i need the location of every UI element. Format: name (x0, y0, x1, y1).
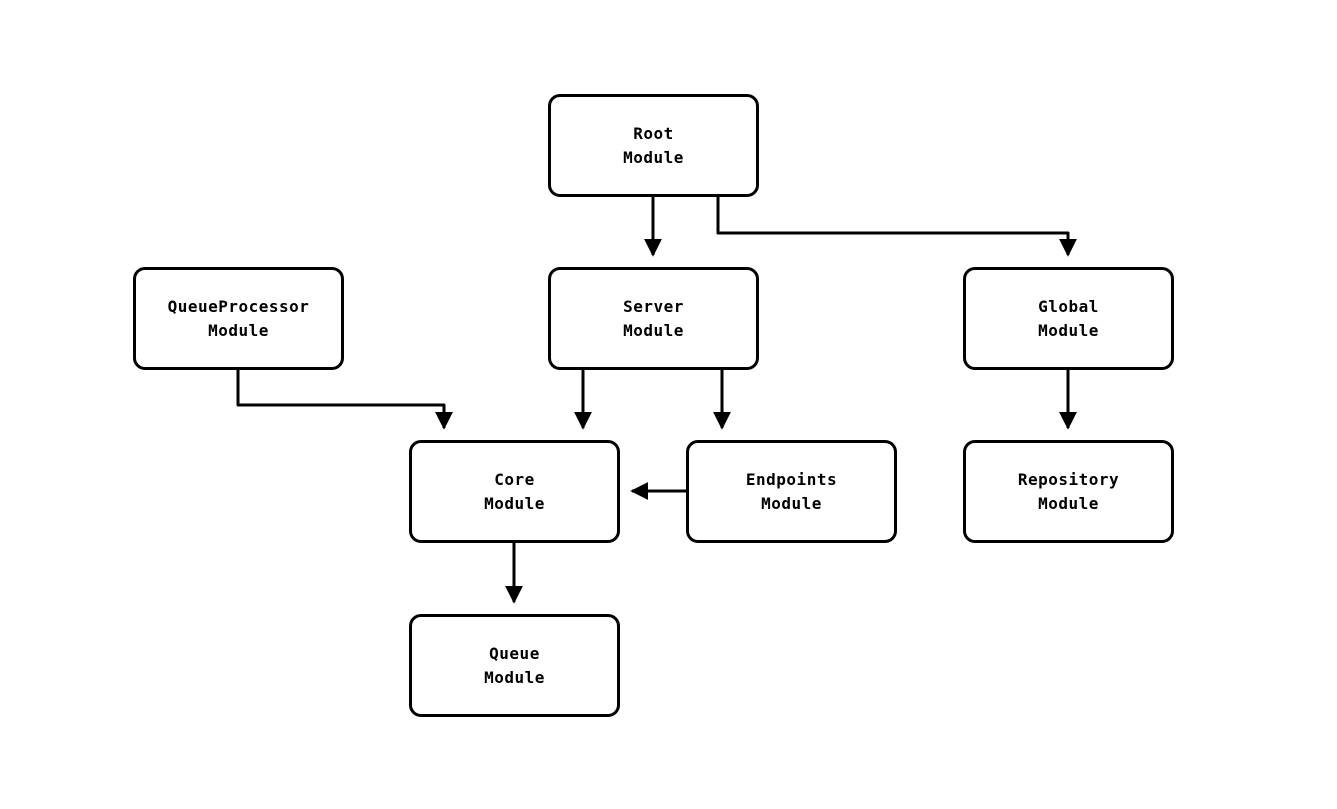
node-queueprocessor-module-line2: Module (208, 320, 269, 340)
node-queue-module[interactable] (409, 614, 620, 717)
node-queueprocessor-module-line1: QueueProcessor (167, 297, 310, 317)
node-core-module[interactable] (409, 440, 620, 543)
node-queueprocessor-module[interactable] (133, 267, 344, 370)
node-server-module[interactable] (548, 267, 759, 370)
node-root-module[interactable] (548, 94, 759, 197)
node-endpoints-module[interactable] (686, 440, 897, 543)
node-queue-module-line1: Queue (489, 644, 540, 664)
node-server-module-line2: Module (623, 320, 684, 340)
node-endpoints-module-line2: Module (761, 493, 822, 513)
edge-root-to-global (718, 197, 1068, 255)
edge-queueprocessor-to-core (238, 370, 444, 428)
node-core-module-line2: Module (484, 493, 545, 513)
node-root-module-line1: Root (633, 124, 674, 144)
node-global-module-line2: Module (1038, 320, 1099, 340)
node-root-module-line2: Module (623, 147, 684, 167)
node-repository-module-line2: Module (1038, 493, 1099, 513)
node-core-module-line1: Core (494, 470, 535, 490)
node-repository-module-line1: Repository (1017, 470, 1120, 490)
node-global-module[interactable] (963, 267, 1174, 370)
node-repository-module[interactable] (963, 440, 1174, 543)
node-server-module-line1: Server (623, 297, 684, 317)
node-global-module-line1: Global (1038, 297, 1099, 317)
node-queue-module-line2: Module (484, 667, 545, 687)
node-endpoints-module-line1: Endpoints (745, 470, 838, 490)
